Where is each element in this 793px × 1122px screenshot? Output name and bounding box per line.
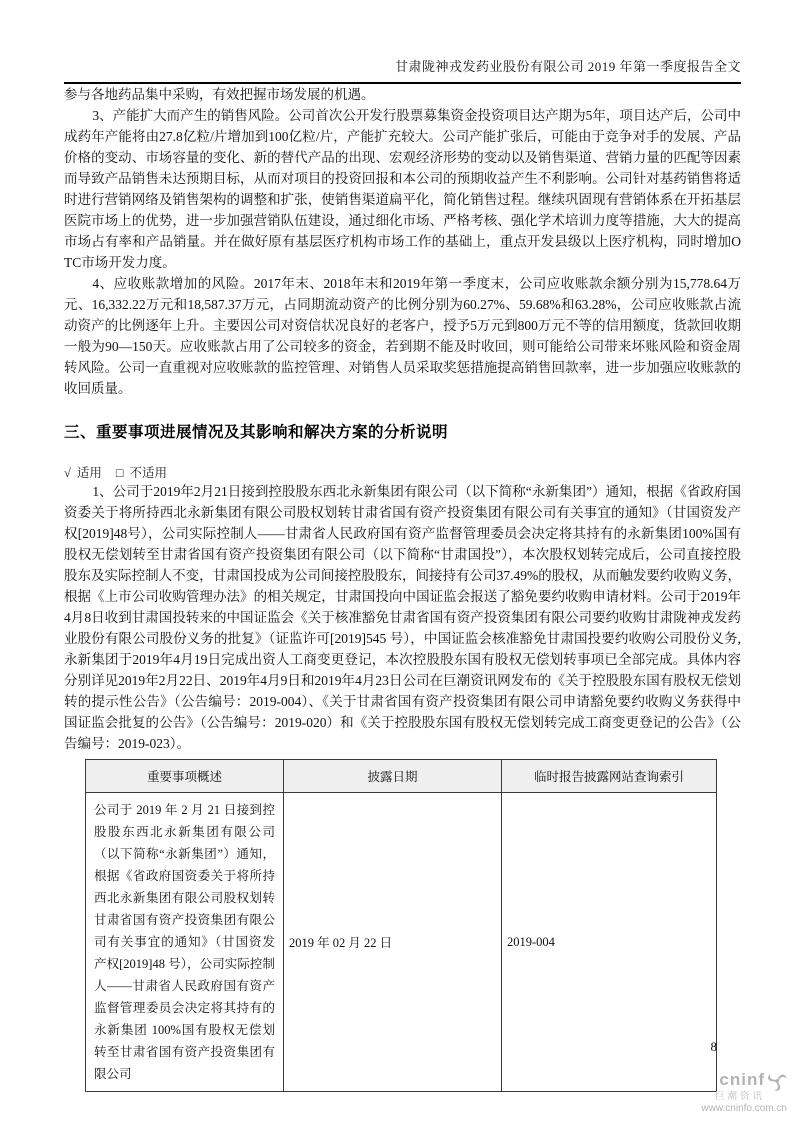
column-header-summary: 重要事项概述: [86, 760, 284, 793]
cninfo-swirl-icon: [767, 1071, 787, 1091]
section-heading: 三、重要事项进展情况及其影响和解决方案的分析说明: [64, 424, 449, 441]
cninfo-url: www.cninfo.com.cn: [701, 1103, 787, 1114]
cninfo-brand-text: cninf: [719, 1070, 765, 1090]
cninfo-logo: [701, 1071, 787, 1114]
checkbox-icon: □: [115, 466, 124, 480]
page-number: 8: [710, 1039, 717, 1054]
document-header-title: 甘肃陇神戎发药业股份有限公司 2019 年第一季度报告全文: [64, 56, 741, 84]
applicability-line: [64, 463, 741, 481]
cninfo-chinese-name: 巨潮资讯: [714, 1090, 765, 1102]
paragraph-risk-3: 3、产能扩大而产生的销售风险。公司首次公开发行股票募集资金投资项目达产期为5年，项目达产后，公司中成药年产能将由27.8亿粒/片增加到100亿粒/片，产能扩充较大。公司产能扩张后，可能由于竞争对手的发展、产品价格的变动、市场容量的变化、新的替代产品的出现、宏观经济形势的变动以及销售渠道、营销力量的匹配等因素而导致产品销售未达预期目标，从而对项目的投资回报和本公司的预期收益产生不利影响。公司针对基药销售将适时进行营销网络及销售架构的调整和扩张，使销售渠道扁平化，简化销售过程。继续巩固现有营销体系在开拓基层医院市场上的优势，进一步加强营销队伍建设，通过细化市场、严格考核、强化学术培训力度等措施，大大的提高市场占有率和产品销量。并在做好原有基层医疗机构市场工作的基础上，重点开发县级以上医疗机构，同时增加OTC市场开发力度。: [64, 108, 741, 270]
paragraph-risk-4: 4、应收账款增加的风险。2017年末、2018年末和2019年第一季度末，公司应收账款余额分别为15,778.64万元、16,332.22万元和18,587.37万元，占同期流动资产的比例分别为60.27%、59.68%和63.28%，公司应收账款占流动资产的比例逐年上升。主要因公司对资信状况良好的老客户，授予5万元到800万元不等的信用额度，货款回收期一般为90—150天。应收账款占用了公司较多的资金，若到期不能及时收回，则可能给公司带来坏账风险和资金周转风险。公司一直重视对应收账款的监控管理、对销售人员采取奖惩措施提高销售回款率，进一步加强应收账款的收回质量。: [64, 276, 741, 396]
disclosure-date-cell: 2019 年 02 月 22 日: [284, 793, 502, 1092]
table-row: [86, 793, 717, 1092]
applicable-label: 适用: [76, 466, 102, 480]
table-header-row: [86, 760, 717, 793]
important-events-table: [85, 759, 717, 1092]
cninfo-logo-row: [701, 1071, 787, 1091]
column-header-disclosure-date: 披露日期: [284, 760, 502, 793]
site-index-cell: 2019-004: [502, 793, 717, 1092]
paragraph-intro: 参与各地药品集中采购，有效把握市场发展的机遇。: [64, 87, 375, 102]
not-applicable-label: 不适用: [129, 466, 167, 480]
check-icon: √: [64, 466, 71, 480]
paragraph-item-1: 1、公司于2019年2月21日接到控股股东西北永新集团有限公司（以下简称“永新集团”）通知，根据《省政府国资委关于将所持西北永新集团有限公司股权划转甘肃省国有资产投资集团有限公司有关事宜的通知》（甘国资发产权[2019]48号），公司实际控制人——甘肃省人民政府国有资产监督管理委员会决定将其持有的永新集团100%国有股权无偿划转至甘肃省国有资产投资集团有限公司（以下简称“甘肃国投”），本次股权划转完成后，公司直接控股股东及实际控制人不变，甘肃国投成为公司间接控股股东，间接持有公司37.49%的股权，从而触发要约收购义务，根据《上市公司收购管理办法》的相关规定，甘肃国投向中国证监会报送了豁免要约收购申请材料。公司于2019年4月8日收到甘肃国投转来的中国证监会《关于核准豁免甘肃省国有资产投资集团有限公司要约收购甘肃陇神戎发药业股份有限公司股份义务的批复》（证监许可[2019]545 号），中国证监会核准豁免甘肃国投要约收购公司股份义务,永新集团于2019年4月19日完成出资人工商变更登记，本次控股股东国有股权无偿划转事项已全部完成。具体内容分别详见2019年2月22日、2019年4月9日和2019年4月23日公司在巨潮资讯网发布的《关于控股股东国有股权无偿划转的提示性公告》（公告编号：2019-004）、《关于甘肃省国有资产投资集团有限公司申请豁免要约收购义务获得中国证监会批复的公告》（公告编号：2019-020）和《关于控股股东国有股权无偿划转完成工商变更登记的公告》（公告编号：2019-023）。: [64, 484, 741, 751]
column-header-site-index: 临时报告披露网站查询索引: [502, 760, 717, 793]
summary-cell: 公司于 2019 年 2 月 21 日接到控股股东西北永新集团有限公司（以下简称“永新集团”）通知，根据《省政府国资委关于将所持西北永新集团有限公司股权划转甘肃省国有资产投资集团有限公司有关事宜的通知》（甘国资发产权[2019]48 号），公司实际控制人——甘肃省人民政府国有资产监督管理委员会决定将其持有的永新集团 100%国有股权无偿划转至甘肃省国有资产投资集团有限公司: [86, 793, 284, 1092]
